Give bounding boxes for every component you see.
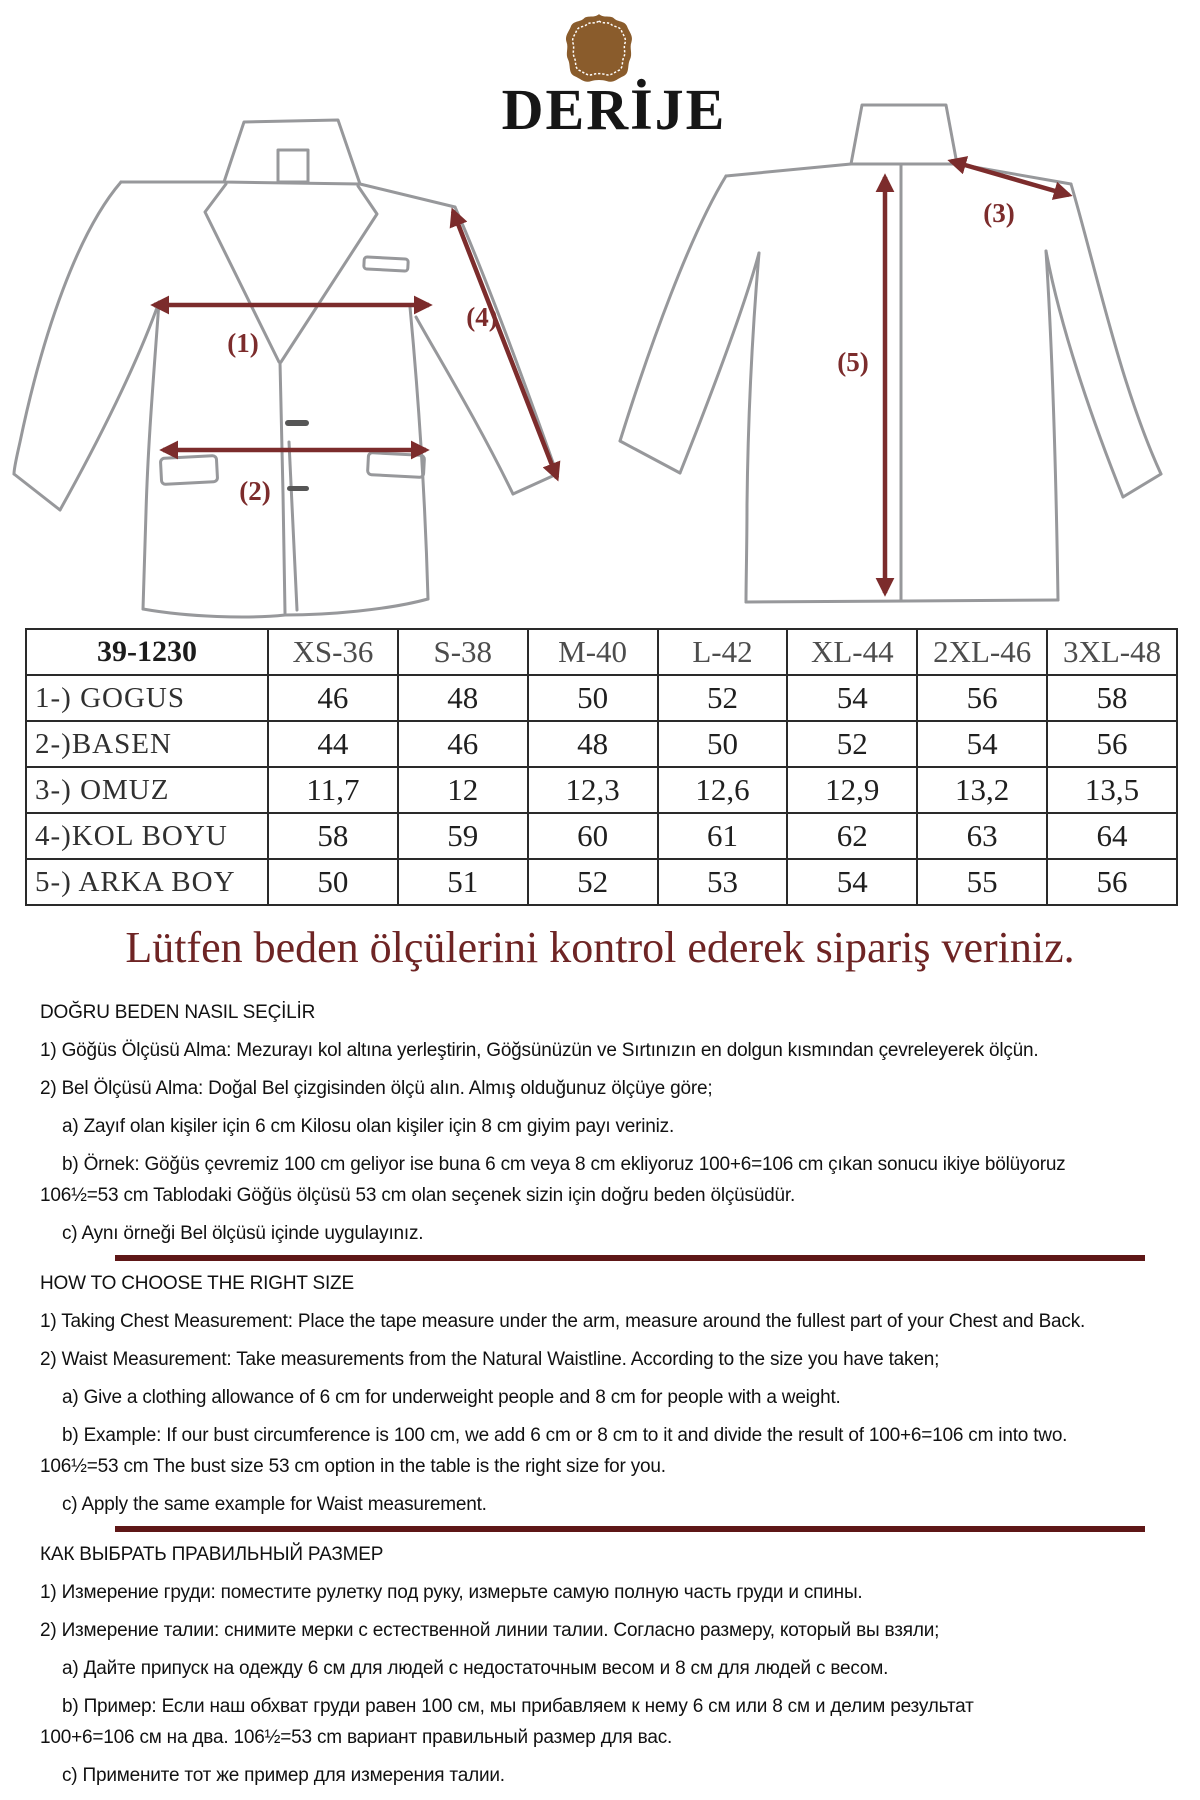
instruction-line: b) Пример: Если наш обхват груди равен 100 см, мы прибавляем к нему 6 см или 8 см и делим результат — [62, 1696, 974, 1717]
measurement-value-cell: 63 — [917, 813, 1047, 859]
section-divider — [115, 1526, 1145, 1532]
measurement-label: (1) — [227, 328, 259, 358]
table-row — [26, 721, 1177, 767]
size-table — [25, 628, 1178, 906]
leather-hide-shape — [566, 14, 632, 82]
instruction-line: c) Aynı örneği Bel ölçüsü içinde uygulayınız. — [62, 1223, 424, 1244]
front-jacket-diagram — [8, 112, 564, 624]
instruction-line: c) Примените тот же пример для измерения талии. — [62, 1765, 505, 1786]
table-row — [26, 813, 1177, 859]
instruction-line: 1) Измерение груди: поместите рулетку под руку, измерьте самую полную часть груди и спины. — [40, 1582, 863, 1603]
size-header-cell: XL-44 — [787, 629, 917, 675]
measurement-value-cell: 44 — [268, 721, 398, 767]
measurement-value-cell: 54 — [787, 675, 917, 721]
measurement-value-cell: 64 — [1047, 813, 1177, 859]
back-measurement-labels — [837, 198, 1014, 377]
measurement-value-cell: 52 — [787, 721, 917, 767]
instruction-line: b) Örnek: Göğüs çevremiz 100 cm geliyor ise buna 6 cm veya 8 cm ekliyoruz 100+6=106 cm çıkan sonucu ikiye bölüyoruz — [62, 1154, 1066, 1175]
instructions — [40, 1002, 1158, 1787]
size-table-body — [26, 629, 1177, 905]
instruction-line: a) Дайте припуск на одежду 6 см для людей с недостаточным весом и 8 см для людей с весом. — [62, 1658, 889, 1679]
instruction-line: b) Example: If our bust circumference is 100 cm, we add 6 cm or 8 cm to it and divide the result of 100+6=106 cm into two. — [62, 1425, 1068, 1446]
section-divider — [115, 1255, 1145, 1261]
measurement-value-cell: 55 — [917, 859, 1047, 905]
measurement-value-cell: 11,7 — [268, 767, 398, 813]
size-header-cell: 3XL-48 — [1047, 629, 1177, 675]
instruction-line: 100+6=106 см на два. 106½=53 cm вариант правильный размер для вас. — [40, 1727, 673, 1748]
measurement-value-cell: 58 — [1047, 675, 1177, 721]
section-heading: HOW TO CHOOSE THE RIGHT SIZE — [40, 1273, 354, 1294]
instruction-line: 106½=53 cm The bust size 53 cm option in the table is the right size for you. — [40, 1456, 666, 1477]
back-jacket-outline — [620, 105, 1161, 602]
measurement-value-cell: 54 — [917, 721, 1047, 767]
measurement-value-cell: 54 — [787, 859, 917, 905]
front-measurement-labels — [227, 302, 497, 506]
section-heading: КАК ВЫБРАТЬ ПРАВИЛЬНЫЙ РАЗМЕР — [40, 1544, 384, 1565]
measurement-value-cell: 51 — [398, 859, 528, 905]
measurement-value-cell: 58 — [268, 813, 398, 859]
measurement-value-cell: 12,6 — [658, 767, 788, 813]
size-header-cell: 2XL-46 — [917, 629, 1047, 675]
measurement-label-cell: 5-) ARKA BOY — [26, 859, 268, 905]
measurement-label-cell: 3-) OMUZ — [26, 767, 268, 813]
measurement-value-cell: 62 — [787, 813, 917, 859]
brand-name: DERİJE — [501, 77, 727, 142]
measurement-value-cell: 50 — [268, 859, 398, 905]
instruction-line: a) Give a clothing allowance of 6 cm for underweight people and 8 cm for people with a weight. — [62, 1387, 841, 1408]
measurement-value-cell: 59 — [398, 813, 528, 859]
measurement-value-cell: 48 — [528, 721, 658, 767]
measurement-value-cell: 56 — [1047, 721, 1177, 767]
measurement-value-cell: 50 — [528, 675, 658, 721]
measurement-value-cell: 50 — [658, 721, 788, 767]
model-number-cell: 39-1230 — [26, 629, 268, 675]
measurement-value-cell: 12,3 — [528, 767, 658, 813]
instruction-line: 2) Измерение талии: снимите мерки с естественной линии талии. Согласно размеру, который вы взяли; — [40, 1620, 940, 1641]
instruction-line: 106½=53 cm Tablodaki Göğüs ölçüsü 53 cm olan seçenek sizin için doğru beden ölçüsüdür. — [40, 1185, 796, 1206]
instructions-section — [40, 1002, 1158, 1245]
size-header-cell: L-42 — [658, 629, 788, 675]
measurement-value-cell: 13,5 — [1047, 767, 1177, 813]
measurement-label: (4) — [466, 302, 498, 332]
measurement-value-cell: 52 — [658, 675, 788, 721]
instruction-line: a) Zayıf olan kişiler için 6 cm Kilosu olan kişiler için 8 cm giyim payı veriniz. — [62, 1116, 675, 1137]
instructions-section — [40, 1273, 1158, 1516]
table-row — [26, 767, 1177, 813]
measurement-label-cell: 4-)KOL BOYU — [26, 813, 268, 859]
front-measurement-arrows — [154, 211, 557, 478]
instruction-line: 2) Bel Ölçüsü Alma: Doğal Bel çizgisinden ölçü alın. Almış olduğunuz ölçüye göre; — [40, 1078, 713, 1099]
measurement-value-cell: 46 — [268, 675, 398, 721]
table-header-row — [26, 629, 1177, 675]
size-header-cell: S-38 — [398, 629, 528, 675]
measurement-value-cell: 56 — [917, 675, 1047, 721]
table-row — [26, 675, 1177, 721]
measurement-value-cell: 12,9 — [787, 767, 917, 813]
front-jacket-outline — [14, 120, 557, 617]
section-heading: DOĞRU BEDEN NASIL SEÇİLİR — [40, 1002, 316, 1023]
measurement-label-cell: 1-) GOGUS — [26, 675, 268, 721]
back-jacket-diagram — [600, 85, 1180, 625]
leather-patch-icon — [562, 12, 636, 84]
instruction-line: 1) Göğüs Ölçüsü Alma: Mezurayı kol altına yerleştirin, Göğsünüzün ve Sırtınızın en dolgun kısmından çevreleyerek ölçün. — [40, 1040, 1039, 1061]
sleeve-arrow — [453, 211, 557, 478]
instruction-line: 1) Taking Chest Measurement: Place the tape measure under the arm, measure around the fullest part of your Chest and Back. — [40, 1311, 1086, 1332]
measurement-value-cell: 46 — [398, 721, 528, 767]
measurement-value-cell: 61 — [658, 813, 788, 859]
instruction-line: c) Apply the same example for Waist measurement. — [62, 1494, 487, 1515]
table-row — [26, 859, 1177, 905]
measurement-label: (5) — [837, 347, 869, 377]
measurement-label: (2) — [239, 476, 271, 506]
instructions-section — [40, 1544, 1158, 1787]
measurement-value-cell: 52 — [528, 859, 658, 905]
measurement-value-cell: 13,2 — [917, 767, 1047, 813]
measurement-value-cell: 48 — [398, 675, 528, 721]
measurement-label-cell: 2-)BASEN — [26, 721, 268, 767]
size-header-cell: M-40 — [528, 629, 658, 675]
back-measurement-arrows — [885, 161, 1069, 593]
size-header-cell: XS-36 — [268, 629, 398, 675]
measurement-value-cell: 12 — [398, 767, 528, 813]
measurement-value-cell: 53 — [658, 859, 788, 905]
instruction-line: 2) Waist Measurement: Take measurements from the Natural Waistline. According to the size you have taken; — [40, 1349, 940, 1370]
measurement-value-cell: 56 — [1047, 859, 1177, 905]
measurement-value-cell: 60 — [528, 813, 658, 859]
measurement-label: (3) — [983, 198, 1015, 228]
order-warning-headline: Lütfen beden ölçülerini kontrol ederek sipariş veriniz. — [125, 923, 1075, 972]
shoulder-arrow — [951, 161, 1069, 195]
